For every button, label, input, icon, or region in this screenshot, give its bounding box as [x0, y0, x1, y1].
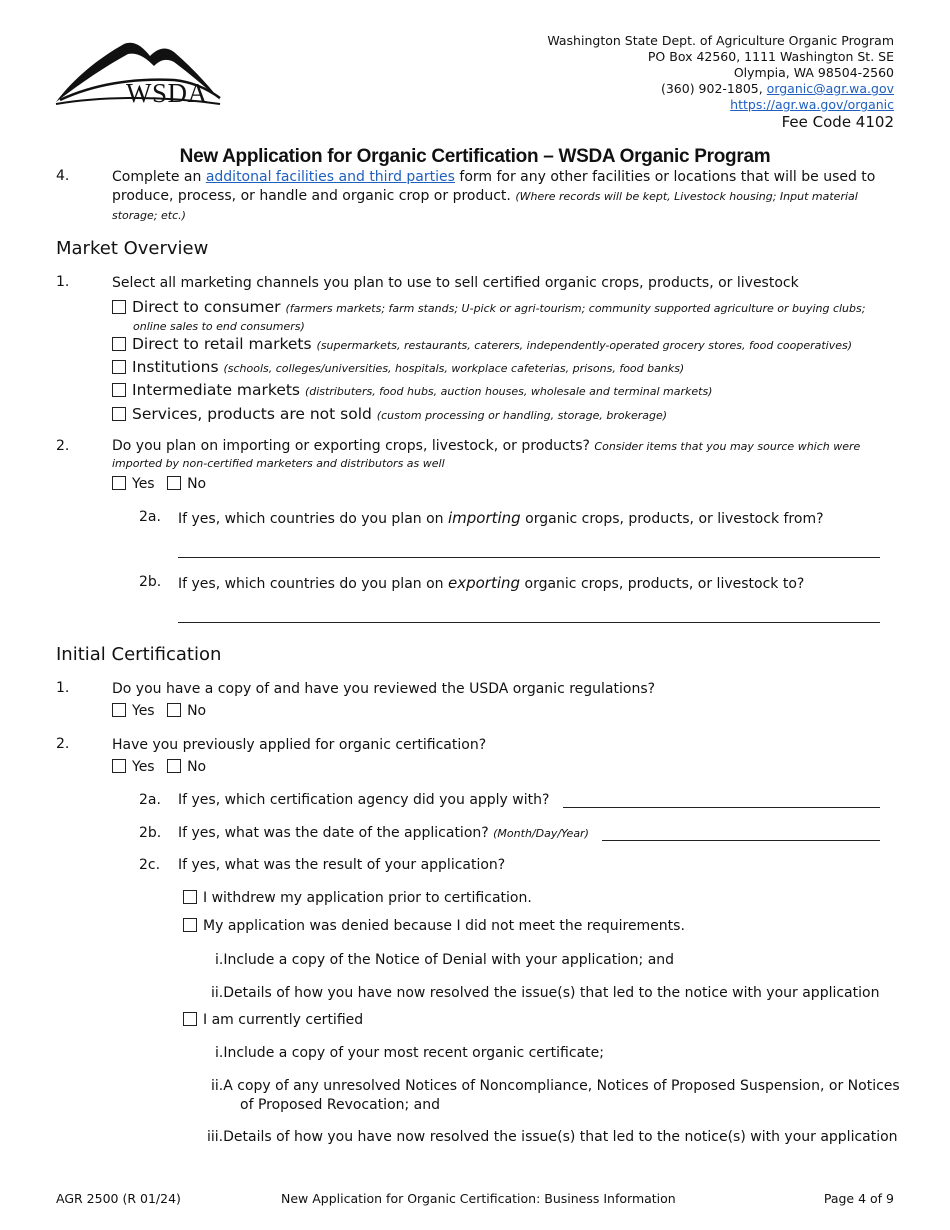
email-link[interactable]: organic@agr.wa.gov: [766, 81, 894, 96]
q2b-emphasis: exporting: [447, 574, 521, 592]
import-export-yes-checkbox[interactable]: [112, 476, 126, 490]
q2a-emphasis: importing: [447, 509, 521, 527]
exporting-countries-field[interactable]: [178, 622, 880, 623]
denied-step-ii: ii.Details of how you have now resolved the issue(s) that led to the notice with your application: [211, 985, 880, 1001]
initial-q2-number: 2.: [56, 736, 70, 752]
q2b-cert-label: If yes, what was the date of the application?: [178, 825, 494, 841]
wsda-logo: [54, 38, 224, 113]
footer-form-number: AGR 2500 (R 01/24): [56, 1191, 181, 1206]
applied-yes-checkbox[interactable]: [112, 759, 126, 773]
option-label: Direct to consumer: [132, 298, 281, 316]
q2-text: Do you plan on importing or exporting crops, livestock, or products?: [112, 438, 595, 454]
initial-cert-heading: Initial Certification: [56, 644, 222, 665]
q2c-cert-number: 2c.: [139, 857, 161, 873]
option-note: (farmers markets; farm stands; U-pick or agri-tourism; community supported agriculture or buying clubs; online sales to end consumers): [133, 302, 866, 333]
option-intermediate: [112, 382, 894, 400]
q2b-cert-text: [178, 825, 589, 841]
initial-q2-yes-no: [112, 759, 214, 775]
no-label: No: [187, 703, 207, 719]
page-title: New Application for Organic Certification – WSDA Organic Program: [179, 146, 771, 167]
q2a-cert-number: 2a.: [139, 792, 161, 808]
option-direct-retail: [112, 336, 894, 354]
no-label: No: [187, 476, 207, 492]
market-q1-text: Select all marketing channels you plan to use to sell certified organic crops, products, or livestock: [112, 275, 799, 291]
q2b-post: organic crops, products, or livestock to?: [520, 576, 805, 592]
option-note: (custom processing or handling, storage, brokerage): [376, 409, 668, 422]
q2a-post: organic crops, products, or livestock from?: [520, 511, 824, 527]
header-address1: PO Box 42560, 1111 Washington St. SE: [647, 49, 894, 64]
header-phone: (360) 902-1805,: [660, 81, 767, 96]
initial-q1-yes-no: [112, 703, 214, 719]
yes-label: Yes: [132, 703, 155, 719]
direct-retail-checkbox[interactable]: [112, 337, 126, 351]
reviewed-no-checkbox[interactable]: [167, 703, 181, 717]
cert-step-i: i.Include a copy of your most recent organic certificate;: [215, 1045, 604, 1061]
q2a-text: [178, 509, 824, 527]
withdrew-checkbox[interactable]: [183, 890, 197, 904]
intermediate-checkbox[interactable]: [112, 383, 126, 397]
cert-step-iii: iii.Details of how you have now resolved the issue(s) that led to the notice(s) with your application: [207, 1129, 898, 1145]
item4-pre: Complete an: [112, 169, 206, 185]
reviewed-yes-checkbox[interactable]: [112, 703, 126, 717]
certified-checkbox[interactable]: [183, 1012, 197, 1026]
q2b-cert-number: 2b.: [139, 825, 162, 841]
option-label: Institutions: [132, 358, 219, 376]
item4-note: (Where records will be kept, Livestock housing; Input material storage; etc.): [112, 190, 858, 222]
q2b-text: [178, 574, 804, 592]
option-label: Intermediate markets: [132, 381, 301, 399]
yes-label: Yes: [132, 476, 155, 492]
logo-text: WSDA: [126, 78, 208, 108]
direct-consumer-checkbox[interactable]: [112, 300, 126, 314]
item4-number: 4.: [56, 168, 70, 184]
option-direct-consumer: [112, 299, 894, 335]
market-q2-text: [112, 438, 894, 472]
option-note: (supermarkets, restaurants, caterers, independently-operated grocery stores, food cooperatives): [316, 339, 853, 352]
q2b-number: 2b.: [139, 574, 162, 590]
certified-option: [183, 1012, 363, 1028]
header-block: [547, 33, 894, 131]
footer-page-number: Page 4 of 9: [823, 1191, 894, 1206]
header-org: Washington State Dept. of Agriculture Organic Program: [547, 33, 894, 48]
q2a-cert-text: If yes, which certification agency did you apply with?: [178, 792, 550, 808]
initial-q1-text: Do you have a copy of and have you reviewed the USDA organic regulations?: [112, 681, 656, 697]
option-label: Services, products are not sold: [132, 405, 372, 423]
date-format-note: (Month/Day/Year): [493, 827, 589, 840]
q2c-cert-text: If yes, what was the result of your application?: [178, 857, 506, 873]
market-overview-heading: Market Overview: [56, 238, 209, 259]
initial-q2-text: Have you previously applied for organic certification?: [112, 737, 487, 753]
denied-option: [183, 918, 685, 934]
certified-label: I am currently certified: [203, 1012, 364, 1028]
additional-facilities-link[interactable]: additonal facilities and third parties: [205, 169, 455, 185]
no-label: No: [187, 759, 207, 775]
item4-post: form for any other facilities or locations that will be used to produce, process, or handle and organic crop or product.: [112, 169, 876, 204]
denied-checkbox[interactable]: [183, 918, 197, 932]
footer-title: New Application for Organic Certification: Business Information: [281, 1191, 676, 1206]
q2a-number: 2a.: [139, 509, 161, 525]
fee-code: Fee Code 4102: [781, 113, 894, 131]
application-date-field[interactable]: [602, 840, 880, 841]
denied-step-i: i.Include a copy of the Notice of Denial with your application; and: [215, 952, 675, 968]
withdrew-label: I withdrew my application prior to certification.: [203, 890, 532, 906]
applied-no-checkbox[interactable]: [167, 759, 181, 773]
option-note: (distributers, food hubs, auction houses, wholesale and terminal markets): [304, 385, 713, 398]
website-link[interactable]: https://agr.wa.gov/organic: [730, 97, 894, 112]
certification-agency-field[interactable]: [563, 807, 880, 808]
institutions-checkbox[interactable]: [112, 360, 126, 374]
option-services: [112, 406, 894, 424]
market-q2-number: 2.: [56, 438, 70, 454]
importing-countries-field[interactable]: [178, 557, 880, 558]
initial-q1-number: 1.: [56, 680, 70, 696]
denied-label: My application was denied because I did not meet the requirements.: [203, 918, 685, 934]
import-export-no-checkbox[interactable]: [167, 476, 181, 490]
market-q2-yes-no: [112, 476, 214, 492]
yes-label: Yes: [132, 759, 155, 775]
q2b-pre: If yes, which countries do you plan on: [178, 576, 448, 592]
option-note: (schools, colleges/universities, hospitals, workplace cafeterias, prisons, food banks): [223, 362, 685, 375]
market-q1-number: 1.: [56, 274, 70, 290]
q2a-pre: If yes, which countries do you plan on: [178, 511, 448, 527]
q2-note: Consider items that you may source which were imported by non-certified marketers and distributors as well: [112, 440, 861, 470]
cert-step-ii: ii.A copy of any unresolved Notices of Noncompliance, Notices of Proposed Suspension, or Notices of Proposed Revocation; and: [211, 1078, 900, 1113]
option-label: Direct to retail markets: [132, 335, 312, 353]
header-address2: Olympia, WA 98504-2560: [733, 65, 894, 80]
item4-text: [112, 168, 894, 225]
services-checkbox[interactable]: [112, 407, 126, 421]
option-institutions: [112, 359, 894, 377]
withdrew-option: [183, 890, 532, 906]
